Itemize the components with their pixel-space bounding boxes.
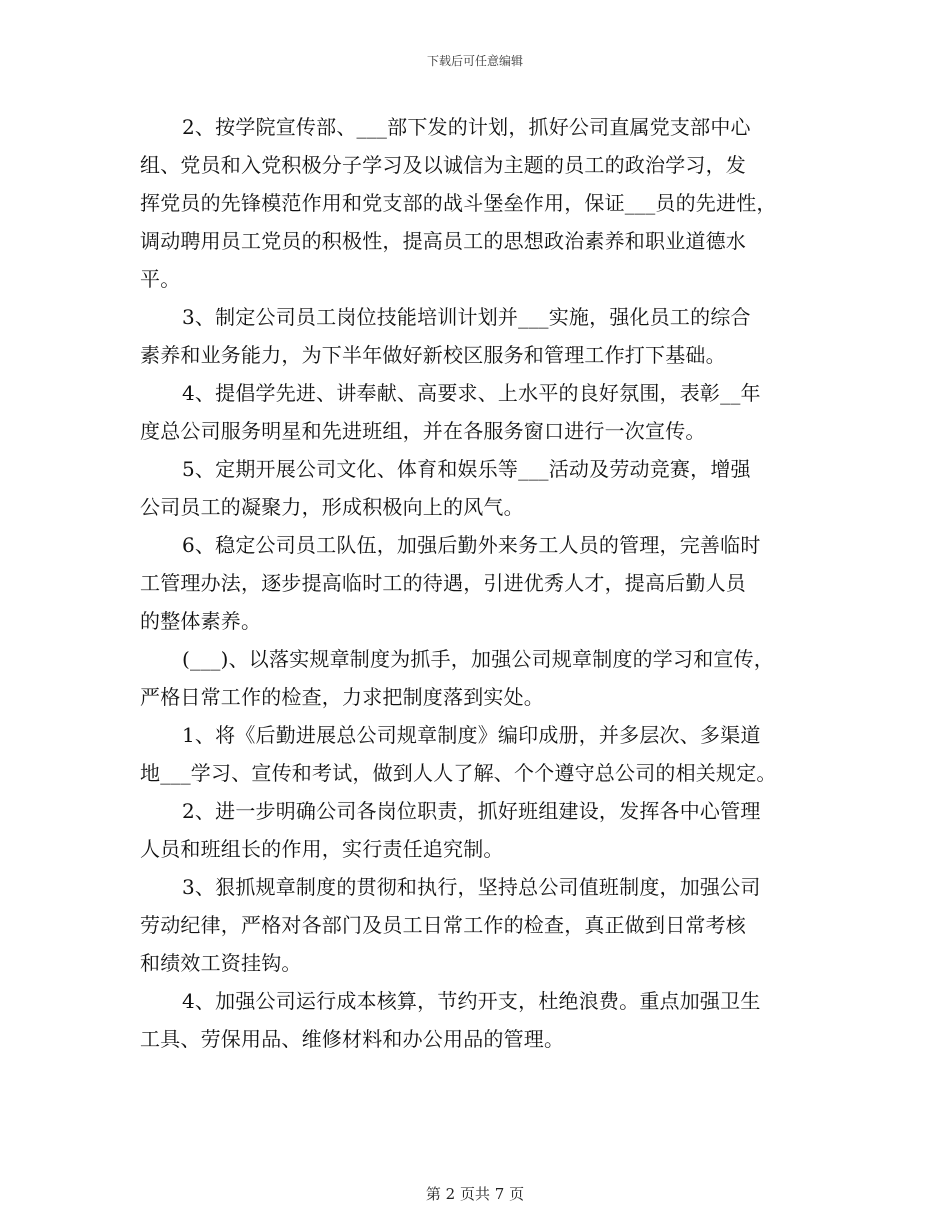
text-line: 地___学习、宣传和考试，做到人人了解、个个遵守总公司的相关规定。 <box>140 761 777 785</box>
text-line: 4、加强公司运行成本核算，节约开支，杜绝浪费。重点加强卫生 <box>182 989 761 1013</box>
document-body <box>140 108 820 1058</box>
text-line: 3、狠抓规章制度的贯彻和执行，坚持总公司值班制度，加强公司 <box>182 875 761 899</box>
page-header: 下载后可任意编辑 <box>426 54 523 68</box>
text-line: 和绩效工资挂钩。 <box>140 951 302 975</box>
page-footer: 第 2 页共 7 页 <box>425 1185 525 1203</box>
text-line: 挥党员的先锋模范作用和党支部的战斗堡垒作用，保证___员的先进性， <box>140 191 777 215</box>
text-line: 的整体素养。 <box>140 609 262 633</box>
text-line: 5、定期开展公司文化、体育和娱乐等___活动及劳动竞赛，增强 <box>182 457 751 481</box>
text-line: 严格日常工作的检查，力求把制度落到实处。 <box>140 685 544 709</box>
text-line: 3、制定公司员工岗位技能培训计划并___实施，强化员工的综合 <box>182 305 751 329</box>
text-line: 工具、劳保用品、维修材料和办公用品的管理。 <box>140 1027 565 1051</box>
text-line: 度总公司服务明星和先进班组，并在各服务窗口进行一次宣传。 <box>140 419 706 443</box>
text-line: 平。 <box>140 267 181 291</box>
text-line: 组、党员和入党积极分子学习及以诚信为主题的员工的政治学习，发 <box>140 153 746 177</box>
text-line: 1、将《后勤进展总公司规章制度》编印成册，并多层次、多渠道 <box>182 723 761 747</box>
text-line: 6、稳定公司员工队伍，加强后勤外来务工人员的管理，完善临时 <box>182 533 761 557</box>
text-line: (___)、以落实规章制度为抓手，加强公司规章制度的学习和宣传， <box>182 647 775 671</box>
text-line: 调动聘用员工党员的积极性，提高员工的思想政治素养和职业道德水 <box>140 229 746 253</box>
text-line: 2、按学院宣传部、___部下发的计划，抓好公司直属党支部中心 <box>182 115 751 139</box>
text-line: 劳动纪律，严格对各部门及员工日常工作的检查，真正做到日常考核 <box>140 913 746 937</box>
text-line: 工管理办法，逐步提高临时工的待遇，引进优秀人才，提高后勤人员 <box>140 571 746 595</box>
text-line: 人员和班组长的作用，实行责任追究制。 <box>140 837 504 861</box>
text-line: 4、提倡学先进、讲奉献、高要求、上水平的良好氛围，表彰__年 <box>182 381 761 405</box>
text-line: 公司员工的凝聚力，形成积极向上的风气。 <box>140 495 524 519</box>
text-line: 素养和业务能力，为下半年做好新校区服务和管理工作打下基础。 <box>140 343 726 367</box>
text-line: 2、进一步明确公司各岗位职责，抓好班组建设，发挥各中心管理 <box>182 799 761 823</box>
